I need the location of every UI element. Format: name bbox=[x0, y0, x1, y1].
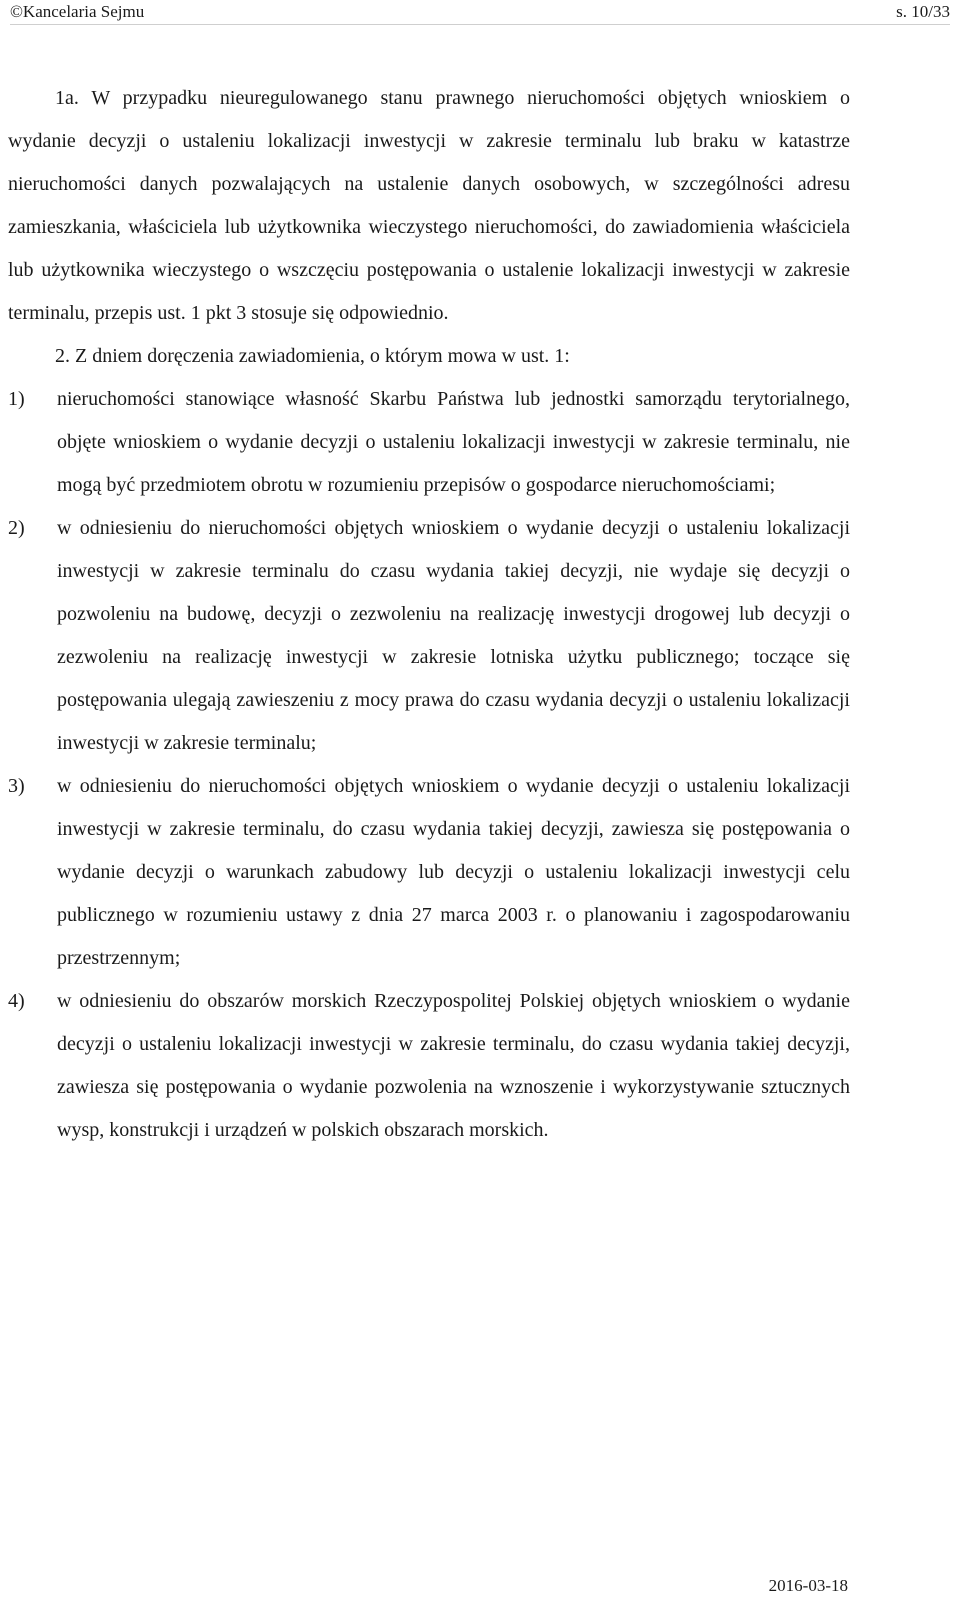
list-item-3 bbox=[8, 765, 850, 980]
copyright-label: ©Kancelaria Sejmu bbox=[10, 2, 145, 21]
list-item-text: w odniesieniu do nieruchomości objętych wnioskiem o wydanie decyzji o ustaleniu lokalizacji inwestycji w zakresie terminalu, do czasu wydania takiej decyzji, zawiesza się postępowania o wydanie decyzji o warunkach zabudowy lub decyzji o ustaleniu lokalizacji inwestycji celu publicznego w rozumieniu ustawy z dnia 27 marca 2003 r. o planowaniu i zagospodarowaniu przestrzennym; bbox=[57, 775, 850, 969]
paragraph-1a: 1a. W przypadku nieuregulowanego stanu prawnego nieruchomości objętych wnioskiem o wydanie decyzji o ustaleniu lokalizacji inwestycji w zakresie terminalu lub braku w katastrze nieruchomości danych pozwalających na ustalenie danych osobowych, w szczególności adresu zamieszkania, właściciela lub użytkownika wieczystego nieruchomości, do zawiadomienia właściciela lub użytkownika wieczystego o wszczęciu postępowania o ustalenie lokalizacji inwestycji w zakresie terminalu, przepis ust. 1 pkt 3 stosuje się odpowiednio. bbox=[8, 87, 850, 324]
document-body bbox=[8, 77, 850, 1152]
page-number: s. 10/33 bbox=[896, 2, 950, 21]
list-item-number: 3) bbox=[8, 775, 25, 797]
page-header bbox=[10, 2, 950, 25]
list-item-4 bbox=[8, 980, 850, 1152]
list-item-text: w odniesieniu do obszarów morskich Rzeczypospolitej Polskiej objętych wnioskiem o wydanie decyzji o ustaleniu lokalizacji inwestycji w zakresie terminalu, do czasu wydania takiej decyzji, zawiesza się postępowania o wydanie pozwolenia na wznoszenie i wykorzystywanie sztucznych wysp, konstrukcji i urządzeń w polskich obszarach morskich. bbox=[57, 990, 850, 1141]
list-item-number: 1) bbox=[8, 388, 25, 410]
list-item-text: w odniesieniu do nieruchomości objętych wnioskiem o wydanie decyzji o ustaleniu lokalizacji inwestycji w zakresie terminalu do czasu wydania takiej decyzji, nie wydaje się decyzji o pozwoleniu na budowę, decyzji o zezwoleniu na realizację inwestycji drogowej lub decyzji o zezwoleniu na realizację inwestycji w zakresie lotniska użytku publicznego; toczące się postępowania ulegają zawieszeniu z mocy prawa do czasu wydania decyzji o ustaleniu lokalizacji inwestycji w zakresie terminalu; bbox=[57, 517, 850, 754]
list-item-number: 2) bbox=[8, 517, 25, 539]
list-item-number: 4) bbox=[8, 990, 25, 1012]
list-item-text: nieruchomości stanowiące własność Skarbu Państwa lub jednostki samorządu terytorialnego, objęte wnioskiem o wydanie decyzji o ustaleniu lokalizacji inwestycji w zakresie terminalu, nie mogą być przedmiotem obrotu w rozumieniu przepisów o gospodarce nieruchomościami; bbox=[57, 388, 850, 496]
footer-date: 2016-03-18 bbox=[768, 1576, 848, 1595]
list-item-2 bbox=[8, 507, 850, 765]
list-item-1 bbox=[8, 378, 850, 507]
paragraph-2: 2. Z dniem doręczenia zawiadomienia, o którym mowa w ust. 1: bbox=[55, 345, 570, 367]
